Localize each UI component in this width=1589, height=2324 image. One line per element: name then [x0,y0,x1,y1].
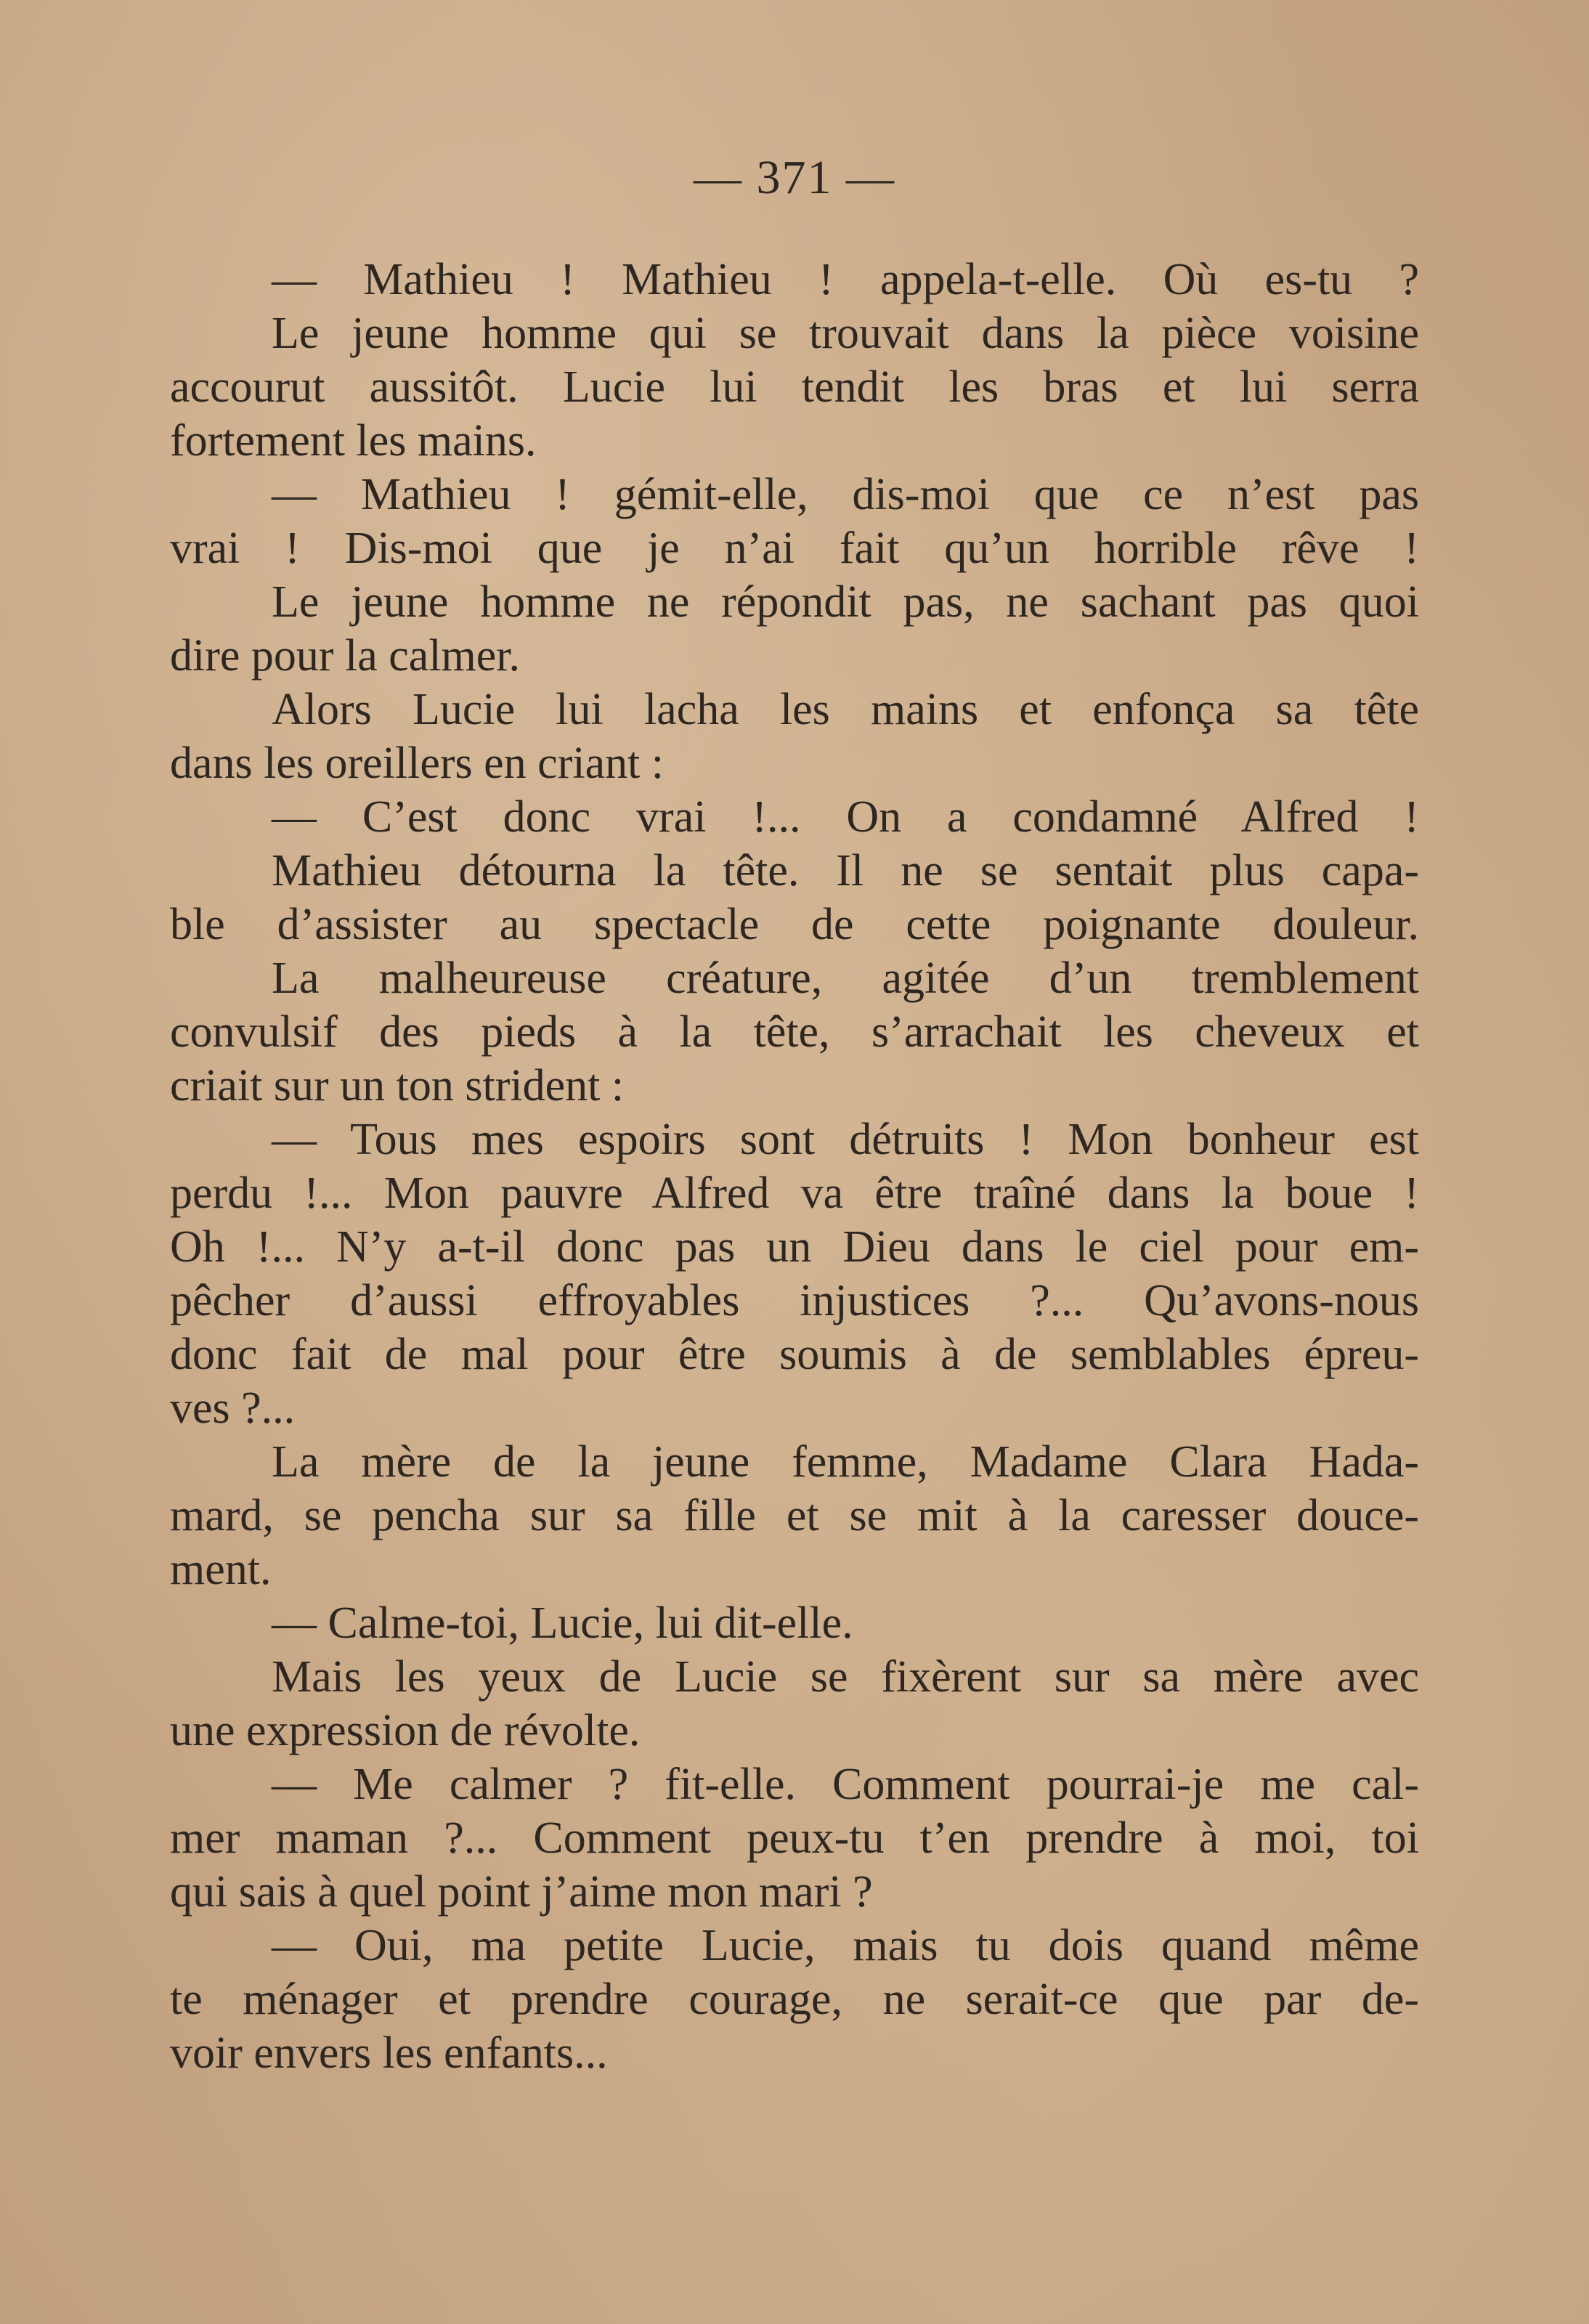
text-line: vrai ! Dis-moi que je n’ai fait qu’un horrible rêve ! [170,524,1419,573]
text-line: Mais les yeux de Lucie se fixèrent sur sa mère avec [272,1652,1419,1702]
text-line: une expression de révolte. [170,1706,641,1755]
text-line: — Oui, ma petite Lucie, mais tu dois quand même [272,1921,1419,1970]
text-line: ves ?... [170,1384,296,1433]
text-line: dans les oreillers en criant : [170,739,665,788]
text-line: perdu !... Mon pauvre Alfred va être traîné dans la boue ! [170,1169,1419,1218]
text-line: — C’est donc vrai !... On a condamné Alfred ! [272,792,1419,842]
text-line: fortement les mains. [170,416,537,466]
text-line: Alors Lucie lui lacha les mains et enfonça sa tête [272,685,1419,734]
text-line: — Mathieu ! gémit-elle, dis-moi que ce n’est pas [272,470,1419,519]
text-line: Le jeune homme ne répondit pas, ne sachant pas quoi [272,577,1419,627]
page-number: — 371 — [694,151,895,204]
text-line: ble d’assister au spectacle de cette poignante douleur. [170,900,1419,949]
text-line: Mathieu détourna la tête. Il ne se sentait plus capa- [272,846,1419,895]
text-line: te ménager et prendre courage, ne serait-ce que par de- [170,1975,1419,2024]
text-line: dire pour la calmer. [170,631,521,680]
text-line: La malheureuse créature, agitée d’un tremblement [272,954,1419,1003]
text-line: voir envers les enfants... [170,2028,608,2078]
text-line: pêcher d’aussi effroyables injustices ?... Qu’avons-nous [170,1276,1419,1325]
text-line: — Me calmer ? fit-elle. Comment pourrai-je me cal- [272,1760,1419,1809]
text-line: criait sur un ton strident : [170,1061,625,1110]
text-line: Oh !... N’y a-t-il donc pas un Dieu dans le ciel pour em- [170,1222,1419,1272]
text-line: mer maman ?... Comment peux-tu t’en prendre à moi, toi [170,1813,1419,1863]
text-line: ment. [170,1545,272,1594]
body-text [170,253,1419,2080]
text-line: — Mathieu ! Mathieu ! appela-t-elle. Où es-tu ? [272,255,1419,304]
text-line: Le jeune homme qui se trouvait dans la pièce voisine [272,309,1419,358]
text-line: — Calme-toi, Lucie, lui dit-elle. [272,1598,853,1648]
text-line: qui sais à quel point j’aime mon mari ? [170,1867,873,1917]
text-line: convulsif des pieds à la tête, s’arrachait les cheveux et [170,1007,1419,1057]
text-line: donc fait de mal pour être soumis à de semblables épreu- [170,1330,1419,1379]
text-line: accourut aussitôt. Lucie lui tendit les bras et lui serra [170,362,1419,412]
text-line: La mère de la jeune femme, Madame Clara Hada- [272,1437,1419,1487]
text-line: — Tous mes espoirs sont détruits ! Mon bonheur est [272,1115,1419,1164]
text-line: mard, se pencha sur sa fille et se mit à la caresser douce- [170,1491,1419,1540]
